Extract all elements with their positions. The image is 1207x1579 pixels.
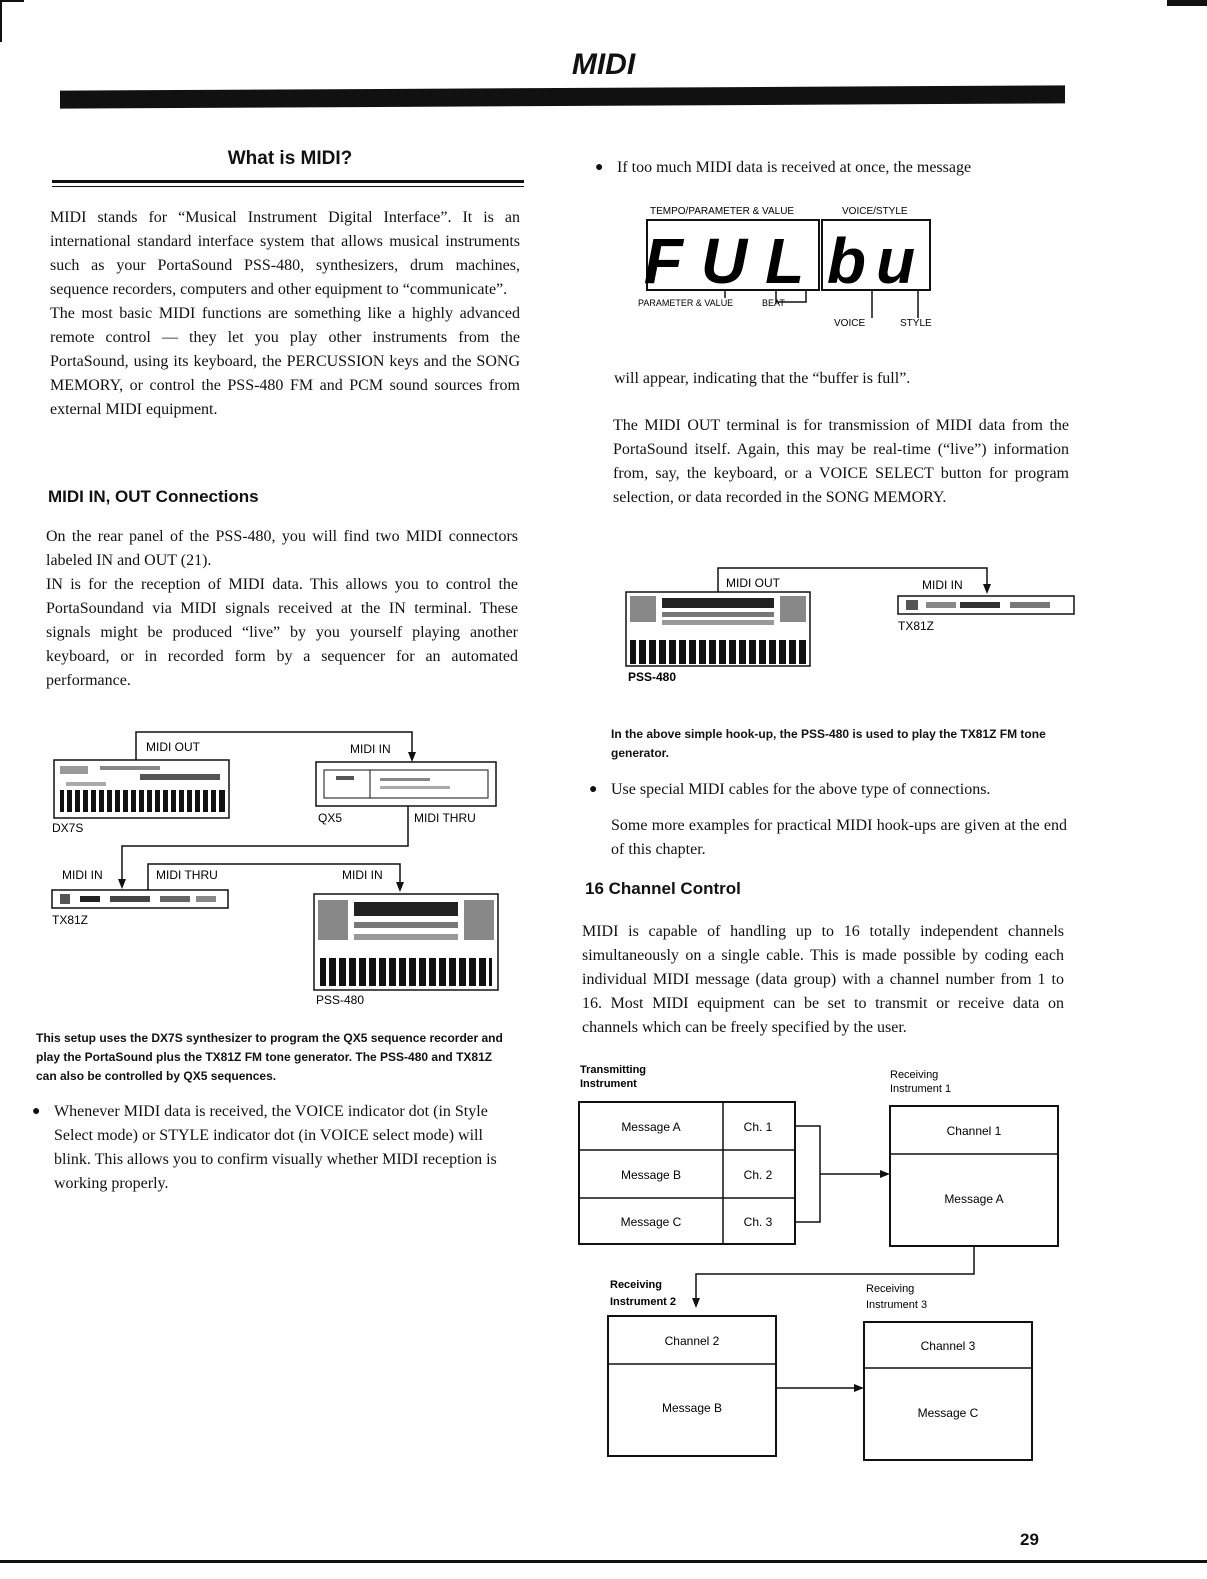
page-bottom-rule — [0, 1560, 1207, 1563]
d1-midi-thru-left-label: MIDI THRU — [156, 868, 218, 882]
display-label-style: STYLE — [900, 318, 932, 329]
channel-paragraph: MIDI is capable of handling up to 16 totally independent channels simultaneously on a single cable. This is made possible by coding each individual MIDI message (data group) with a channel number from 1 to 16. Most MIDI equipment can be set to transmit or receive data on channels which can be freely specified by the user. — [582, 923, 1064, 1036]
qx5-sequencer-illustration — [316, 762, 496, 806]
d1-midi-thru-label: MIDI THRU — [414, 811, 476, 825]
bullet-dot: ● — [589, 782, 598, 797]
cd-rcv2-message: Message B — [661, 1401, 723, 1415]
connections-paragraph-1: On the rear panel of the PSS-480, you will find two MIDI connectors labeled IN and OUT (21). — [46, 528, 518, 569]
bullet-full-text: If too much MIDI data is received at once, the message — [617, 159, 972, 176]
page-corner-left — [0, 0, 24, 42]
bullet-voice-indicator — [32, 1100, 510, 1196]
d1-pss480-label: PSS-480 — [316, 993, 365, 1007]
title-bar — [60, 85, 1065, 108]
d2-midi-out-label: MIDI OUT — [726, 576, 780, 590]
display-label-voice: VOICE — [834, 318, 866, 329]
connections-paragraph-2: IN is for the reception of MIDI data. This allows you to control the PortaSoundand via MIDI signals received at the IN terminal. These signals might be produced “live” by you yourself playing another keyboard, or in recorded form by a sequencer for an automated performance. — [46, 576, 518, 689]
pss480-keyboard-illustration — [314, 894, 498, 990]
cd-ch3: Ch. 3 — [743, 1215, 773, 1229]
d1-tx81z-label: TX81Z — [52, 913, 89, 927]
bullet-voice-text: Whenever MIDI data is received, the VOICE indicator dot (in Style Select mode) or STYLE indicator dot (in VOICE select mode) will blink. This allows you to confirm visually whether MIDI reception is working properly. — [54, 1103, 497, 1192]
page-number: 29 — [1020, 1530, 1039, 1549]
cd-ch2: Ch. 2 — [743, 1168, 773, 1182]
cd-msg-a: Message A — [621, 1120, 681, 1134]
cd-msg-c: Message C — [620, 1215, 682, 1229]
display-label-beat: BEAT — [762, 298, 785, 308]
intro-text — [50, 206, 520, 422]
cd-ch1: Ch. 1 — [743, 1120, 773, 1134]
page-title: MIDI — [571, 48, 636, 81]
cd-receiving1-2: Instrument 1 — [890, 1083, 952, 1095]
section-rule — [52, 180, 524, 183]
hookup-diagram-1 — [40, 722, 520, 1022]
cd-rcv3-message: Message C — [917, 1406, 979, 1420]
distribution-line — [696, 1246, 974, 1306]
led-display-full — [630, 198, 940, 338]
display-chars-right: bu — [826, 225, 926, 297]
cd-transmitting-1: Transmitting — [580, 1064, 647, 1076]
cd-msg-b: Message B — [620, 1168, 682, 1182]
display-chars-left: FUL — [643, 225, 823, 297]
d1-qx5-label: QX5 — [318, 811, 343, 825]
d1-midi-in-left-label: MIDI IN — [62, 868, 103, 882]
cd-receiving2-2: Instrument 2 — [610, 1296, 677, 1308]
cd-rcv1-message: Message A — [944, 1192, 1004, 1206]
examples-text: Some more examples for practical MIDI hook-ups are given at the end of this chapter. — [611, 817, 1067, 858]
dx7s-keyboard-illustration — [54, 760, 229, 818]
bullet-cables-text: Use special MIDI cables for the above type of connections. — [611, 781, 991, 798]
cd-receiving1-1: Receiving — [890, 1069, 939, 1081]
bullet-dot: ● — [595, 160, 604, 175]
connections-text — [46, 525, 518, 693]
bullet-dot: ● — [32, 1104, 41, 1119]
d1-midi-out-label: MIDI OUT — [146, 740, 200, 754]
cd-receiving3-2: Instrument 3 — [866, 1299, 928, 1311]
cd-receiving2-1: Receiving — [610, 1279, 662, 1291]
diagram2-caption: In the above simple hook-up, the PSS-480 is used to play the TX81Z FM tone generator. — [611, 727, 1046, 760]
display-label-voice-style: VOICE/STYLE — [842, 206, 908, 217]
diagram1-caption: This setup uses the DX7S synthesizer to program the QX5 sequence recorder and play the PortaSound plus the TX81Z FM tone generator. The PSS-480 and TX81Z can also be controlled by QX5 sequences. — [36, 1031, 503, 1083]
cd-rcv3-channel: Channel 3 — [920, 1339, 976, 1353]
d1-midi-in-label: MIDI IN — [350, 742, 391, 756]
d2-tx81z-label: TX81Z — [898, 619, 935, 633]
buffer-full-text: will appear, indicating that the “buffer is full”. — [614, 370, 911, 387]
hookup-diagram-2 — [620, 562, 1080, 692]
display-label-tempo: TEMPO/PARAMETER & VALUE — [650, 206, 795, 217]
channel-bus — [795, 1126, 820, 1222]
pss480-keyboard-illustration-2 — [626, 592, 810, 666]
connections-heading: MIDI IN, OUT Connections — [48, 487, 259, 506]
page-corner-right — [1167, 0, 1207, 6]
channel-heading: 16 Channel Control — [585, 879, 741, 898]
cd-rcv1-channel: Channel 1 — [946, 1124, 1002, 1138]
bullet-midi-cables — [589, 778, 1069, 802]
cd-receiving3-1: Receiving — [866, 1283, 915, 1295]
d1-dx7s-label: DX7S — [52, 821, 84, 835]
cd-transmitting-2: Instrument — [580, 1078, 637, 1090]
tx81z-illustration-2 — [898, 596, 1074, 614]
intro-paragraph-2: The most basic MIDI functions are something like a highly advanced remote control — they let you play other instruments from the PortaSound, using its keyboard, the PERCUSSION keys and the SONG MEMORY, or control the PSS-480 FM and PCM sound sources from external MIDI equipment. — [50, 305, 520, 418]
d1-midi-in-bottom-label: MIDI IN — [342, 868, 383, 882]
d2-pss480-label: PSS-480 — [628, 670, 677, 684]
d2-midi-in-label: MIDI IN — [922, 578, 963, 592]
section-title-what-is-midi: What is MIDI? — [227, 148, 353, 169]
intro-paragraph-1: MIDI stands for “Musical Instrument Digital Interface”. It is an international standard interface system that allows musical instruments such as your PortaSound PSS-480, synthesizers, drum machines, sequence recorders, computers and other equipment to “communicate”. — [50, 209, 520, 298]
bullet-full-message — [595, 156, 1069, 180]
tx81z-illustration — [52, 890, 228, 908]
cd-rcv2-channel: Channel 2 — [664, 1334, 720, 1348]
display-label-param: PARAMETER & VALUE — [638, 298, 734, 308]
midi-out-paragraph: The MIDI OUT terminal is for transmission of MIDI data from the PortaSound itself. Again, this may be real-time (“live”) information from, say, the keyboard, or a VOICE SELECT button for program selection, or data recorded in the SONG MEMORY. — [613, 417, 1069, 506]
section-rule-thin — [52, 186, 524, 187]
channel-control-diagram — [570, 1060, 1070, 1466]
